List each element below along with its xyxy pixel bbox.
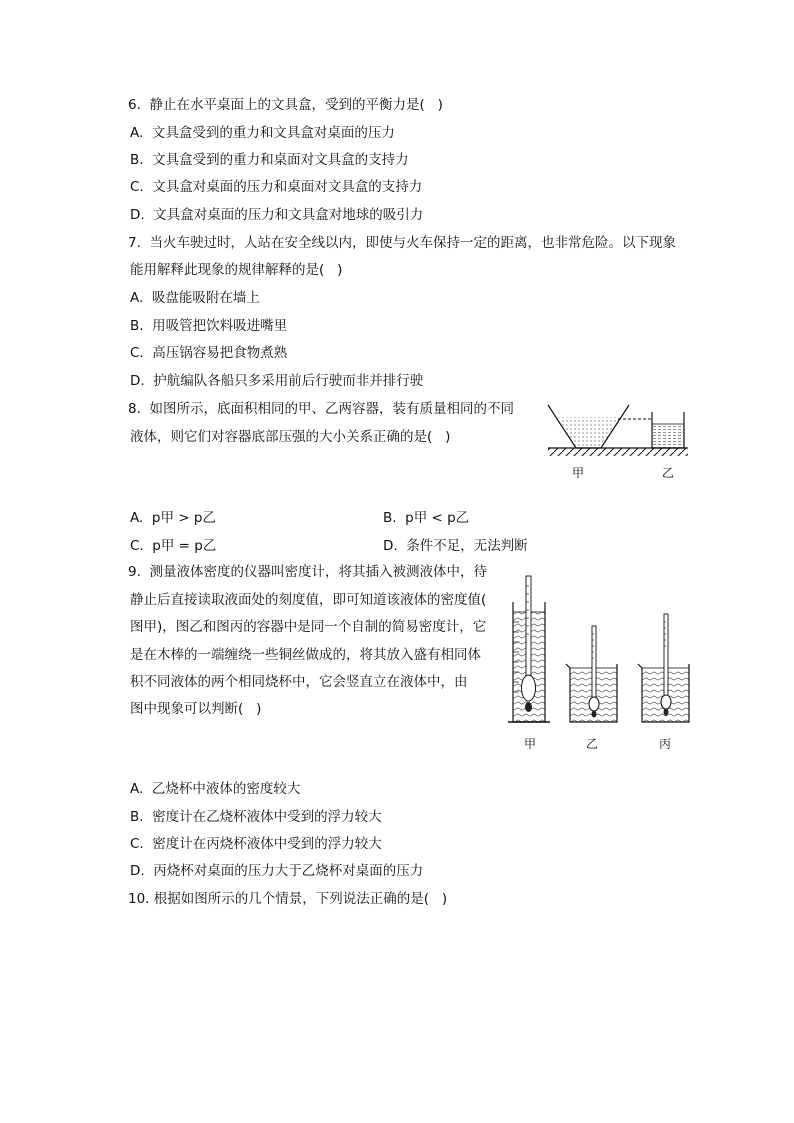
question-7-option-d: D. 护航编队各船只多采用前后行驶而非并排行驶 — [130, 373, 424, 389]
question-8-figure-label-right: 乙 — [662, 466, 675, 480]
question-9-stem-line1: 9. 测量液体密度的仪器叫密度计，将其插入被测液体中，待 — [128, 564, 487, 580]
question-9-hydrometers-figure — [500, 568, 700, 754]
question-9-figure-label-3: 丙 — [659, 737, 672, 751]
question-8-option-d: D. 条件不足，无法判断 — [383, 538, 528, 554]
question-6-stem: 6. 静止在水平桌面上的文具盒，受到的平衡力是( ) — [128, 97, 443, 113]
question-9-stem-line2: 静止后直接读取液面处的刻度值，即可知道该液体的密度值( — [130, 592, 487, 608]
question-6-option-b: B. 文具盒受到的重力和桌面对文具盒的支持力 — [130, 152, 409, 168]
question-8-stem-line1: 8. 如图所示，底面积相同的甲、乙两容器，装有质量相同的不同 — [128, 401, 514, 417]
beaker-bing — [638, 614, 689, 722]
question-8-option-b: B. p甲 < p乙 — [383, 510, 470, 526]
question-7-stem-line1: 7. 当火车驶过时，人站在安全线以内，即使与火车保持一定的距离，也非常危险。以下现象 — [128, 235, 676, 251]
question-9-option-a: A. 乙烧杯中液体的密度较大 — [130, 781, 301, 797]
question-8-figure-label-left: 甲 — [572, 466, 585, 480]
question-6-option-d: D. 文具盒对桌面的压力和文具盒对地球的吸引力 — [130, 207, 424, 223]
question-7-option-a: A. 吸盘能吸附在墙上 — [130, 290, 260, 306]
question-9-figure-label-1: 甲 — [524, 737, 537, 751]
question-9-option-d: D. 丙烧杯对桌面的压力大于乙烧杯对桌面的压力 — [130, 863, 424, 879]
question-9-option-c: C. 密度计在丙烧杯液体中受到的浮力较大 — [130, 836, 382, 852]
question-9-stem-line4: 是在木棒的一端缠绕一些铜丝做成的，将其放入盛有相同体 — [130, 647, 481, 663]
question-9-stem-line3: 图甲)，图乙和图丙的容器中是同一个自制的简易密度计，它 — [130, 619, 487, 635]
question-10-stem: 10. 根据如图所示的几个情景，下列说法正确的是( ) — [128, 891, 448, 907]
question-9-option-b: B. 密度计在乙烧杯液体中受到的浮力较大 — [130, 809, 382, 825]
question-8-stem-line2: 液体，则它们对容器底部压强的大小关系正确的是( ) — [130, 429, 451, 445]
question-6-option-c: C. 文具盒对桌面的压力和桌面对文具盒的支持力 — [130, 179, 423, 195]
question-7-stem-line2: 能用解释此现象的规律解释的是( ) — [130, 262, 343, 278]
question-6-option-a: A. 文具盒受到的重力和文具盒对桌面的压力 — [130, 125, 395, 141]
beaker-yi — [566, 626, 617, 722]
question-8-containers-figure — [538, 404, 694, 484]
question-8-option-a: A. p甲 > p乙 — [130, 510, 216, 526]
question-9-figure-label-2: 乙 — [586, 737, 599, 751]
question-7-option-c: C. 高压锅容易把食物煮熟 — [130, 345, 288, 361]
question-9-stem-line5: 积不同液体的两个相同烧杯中，它会竖直立在液体中，由 — [130, 674, 468, 690]
cylinder-jia — [508, 576, 550, 722]
question-9-stem-line6: 图中现象可以判断( ) — [130, 701, 262, 717]
question-8-option-c: C. p甲 = p乙 — [130, 538, 217, 554]
question-7-option-b: B. 用吸管把饮料吸进嘴里 — [130, 318, 288, 334]
